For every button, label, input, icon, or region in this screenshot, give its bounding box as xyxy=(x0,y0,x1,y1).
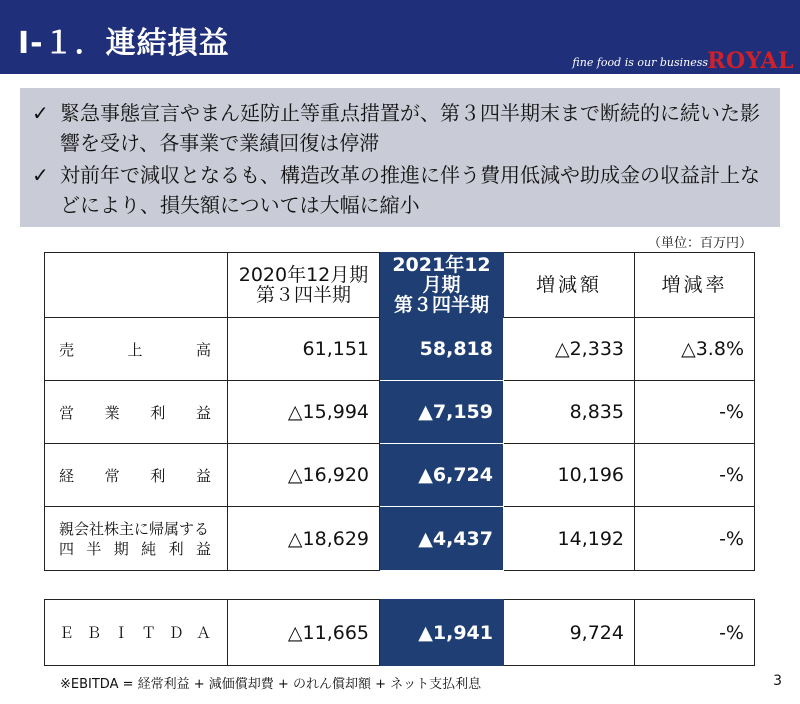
label-char: 益 xyxy=(195,403,211,422)
table-header-row xyxy=(45,253,755,318)
row-label xyxy=(45,600,228,666)
value-curr: ▲1,941 xyxy=(380,600,504,666)
header-curr-line1: 2021年12月期 xyxy=(392,254,491,296)
brand-tagline: fine food is our business xyxy=(572,56,708,69)
header-curr-period xyxy=(380,253,504,318)
label-char: 純 xyxy=(141,539,157,558)
ebitda-table xyxy=(44,599,755,666)
header-prev-line2: 第３四半期 xyxy=(255,284,351,306)
label-char: 上 xyxy=(127,340,143,359)
label-char: 半 xyxy=(86,539,102,558)
value-rate: △3.8% xyxy=(635,318,755,381)
header-rate: 増減率 xyxy=(635,253,755,318)
table-row xyxy=(45,318,755,381)
value-curr: ▲7,159 xyxy=(380,381,504,444)
check-icon: ✓ xyxy=(32,101,49,125)
value-rate: -% xyxy=(635,507,755,571)
value-change: 10,196 xyxy=(504,444,635,507)
table-row xyxy=(45,444,755,507)
label-char: 経 xyxy=(59,466,75,485)
summary-box xyxy=(20,88,780,227)
header-bar xyxy=(0,0,800,74)
label-char: Ｅ xyxy=(59,624,75,642)
label-char: 期 xyxy=(113,539,129,558)
value-curr: ▲4,437 xyxy=(380,507,504,571)
summary-bullet xyxy=(32,98,770,158)
row-label xyxy=(45,381,228,444)
value-prev: △18,629 xyxy=(228,507,380,571)
label-char: 売 xyxy=(59,340,75,359)
value-curr: 58,818 xyxy=(380,318,504,381)
label-char: 利 xyxy=(150,466,166,485)
value-change: △2,333 xyxy=(504,318,635,381)
page-title: Ⅰ-１．連結損益 xyxy=(18,26,230,61)
income-table xyxy=(44,252,755,571)
label-char: 利 xyxy=(150,403,166,422)
table-row xyxy=(45,507,755,571)
value-prev: 61,151 xyxy=(228,318,380,381)
value-rate: -% xyxy=(635,381,755,444)
label-char: 常 xyxy=(104,466,120,485)
header-blank-cell xyxy=(45,253,228,318)
label-char: Ｔ xyxy=(141,624,157,642)
label-char: Ａ xyxy=(195,624,211,642)
summary-text: 緊急事態宣言やまん延防止等重点措置が、第３四半期末まで断続的に続いた影響を受け、各事業で業績回復は停滞 xyxy=(60,101,760,155)
label-char: 四 xyxy=(59,539,75,558)
value-change: 14,192 xyxy=(504,507,635,571)
label-char: 益 xyxy=(195,466,211,485)
value-prev: △15,994 xyxy=(228,381,380,444)
value-prev: △11,665 xyxy=(228,600,380,666)
check-icon: ✓ xyxy=(32,163,49,187)
row-label xyxy=(45,507,228,571)
header-prev-period xyxy=(228,253,380,318)
value-curr: ▲6,724 xyxy=(380,444,504,507)
label-char: Ｂ xyxy=(86,624,102,642)
label-char: 高 xyxy=(195,340,211,359)
value-rate: -% xyxy=(635,444,755,507)
summary-bullet xyxy=(32,160,770,220)
unit-note: （単位：百万円） xyxy=(647,236,752,251)
summary-text: 対前年で減収となるも、構造改革の推進に伴う費用低減や助成金の収益計上などにより、損失額については大幅に縮小 xyxy=(60,163,760,217)
page-number: 3 xyxy=(773,673,782,689)
ebitda-footnote: ※EBITDA = 経常利益 + 減価償却費 + のれん償却額 + ネット支払利息 xyxy=(60,677,482,692)
ebitda-row xyxy=(45,600,755,666)
table-row xyxy=(45,381,755,444)
value-change: 8,835 xyxy=(504,381,635,444)
label-line1: 親会社株主に帰属する xyxy=(59,519,210,538)
header-change: 増減額 xyxy=(504,253,635,318)
label-char: Ｄ xyxy=(168,624,184,642)
row-label xyxy=(45,444,228,507)
header-prev-line1: 2020年12月期 xyxy=(238,264,369,286)
value-rate: -% xyxy=(635,600,755,666)
value-change: 9,724 xyxy=(504,600,635,666)
value-prev: △16,920 xyxy=(228,444,380,507)
label-char: 利 xyxy=(168,539,184,558)
row-label xyxy=(45,318,228,381)
label-char: 益 xyxy=(195,539,211,558)
brand-logo: ROYAL xyxy=(707,48,794,74)
label-char: 業 xyxy=(104,403,120,422)
label-char: Ｉ xyxy=(113,624,129,642)
label-char: 営 xyxy=(59,403,75,422)
header-curr-line2: 第３四半期 xyxy=(393,294,489,316)
